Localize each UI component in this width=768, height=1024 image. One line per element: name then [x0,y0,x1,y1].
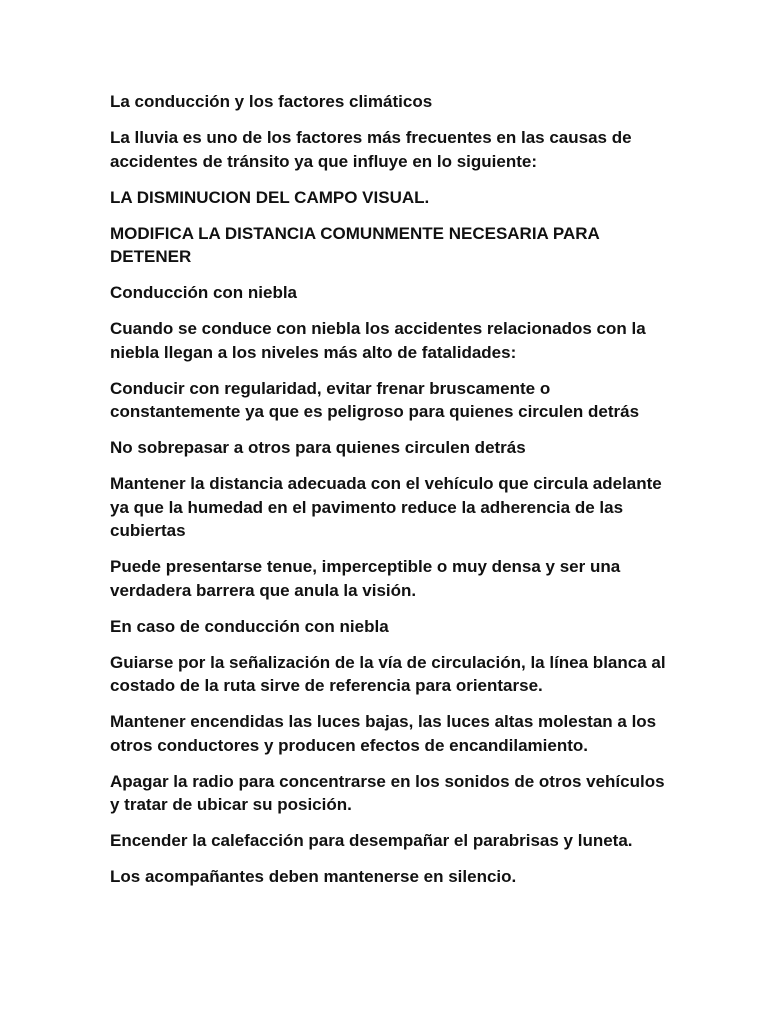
paragraph-visual-field: LA DISMINUCION DEL CAMPO VISUAL. [110,187,430,207]
paragraph-heating: Encender la calefacción para desempañar el parabrisas y luneta. [110,831,633,850]
paragraph-fog-intro: Cuando se conduce con niebla los accidentes relacionados con la niebla llegan a los niveles más alto de fatalidades: [110,319,646,362]
paragraph-passengers-silent: Los acompañantes deben mantenerse en silencio. [110,867,517,886]
paragraph-keep-distance: Mantener la distancia adecuada con el vehículo que circula adelante ya que la humedad en el pavimento reduce la adherencia de las cubiertas [110,474,662,540]
paragraph-low-beams: Mantener encendidas las luces bajas, las luces altas molestan a los otros conductores y producen efectos de encandilamiento. [110,712,657,755]
document-title: La conducción y los factores climáticos [110,92,433,111]
paragraph-drive-regularly: Conducir con regularidad, evitar frenar bruscamente o constantemente ya que es peligroso para quienes circulen detrás [110,378,640,421]
paragraph-road-markings: Guiarse por la señalización de la vía de circulación, la línea blanca al costado de la ruta sirve de referencia para orientarse. [110,652,666,695]
section-heading-fog: Conducción con niebla [110,283,298,302]
document-body [110,90,670,901]
paragraph-stopping-distance: MODIFICA LA DISTANCIA COMUNMENTE NECESARIA PARA DETENER [110,223,600,266]
paragraph-no-overtaking: No sobrepasar a otros para quienes circulen detrás [110,438,526,457]
paragraph-rain-intro: La lluvia es uno de los factores más frecuentes en las causas de accidentes de tránsito ya que influye en lo siguiente: [110,128,632,171]
paragraph-radio-off: Apagar la radio para concentrarse en los sonidos de otros vehículos y tratar de ubicar su posición. [110,771,665,814]
section-heading-fog-driving: En caso de conducción con niebla [110,616,389,636]
paragraph-fog-density: Puede presentarse tenue, imperceptible o muy densa y ser una verdadera barrera que anula la visión. [110,557,621,600]
